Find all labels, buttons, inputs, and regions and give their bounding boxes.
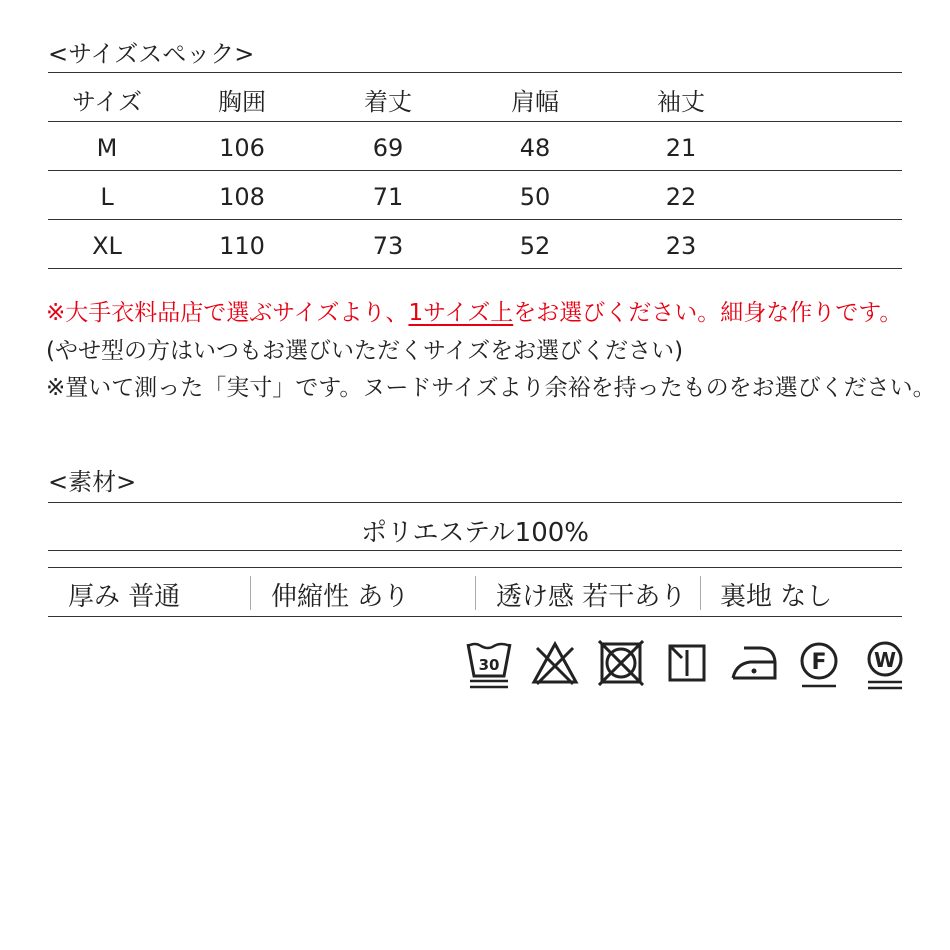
fit-note-text-end: をお選びください。細身な作りです。 (513, 300, 903, 326)
no-bleach-icon (531, 640, 579, 686)
col-header-size: サイズ (71, 88, 143, 116)
table-cell: M (96, 134, 118, 162)
table-cell: XL (92, 232, 122, 260)
col-header-chest: 胸囲 (218, 88, 266, 116)
table-cell: 22 (665, 183, 697, 211)
material-composition: ポリエステル100% (361, 518, 589, 548)
col-header-shoulder: 肩幅 (511, 88, 559, 116)
iron-low-icon (730, 640, 778, 686)
table-cell: L (100, 183, 114, 211)
property-lining: 裏地 なし (720, 582, 833, 612)
wet-clean-w-icon (864, 640, 906, 692)
properties-bottom-rule (48, 616, 902, 617)
table-cell: 71 (372, 183, 404, 211)
col-header-length: 着丈 (364, 88, 412, 116)
dry-clean-label: F (811, 650, 827, 675)
table-rule (48, 170, 902, 171)
table-cell: 52 (519, 232, 551, 260)
table-cell: 21 (665, 134, 697, 162)
material-heading: <素材> (48, 468, 137, 496)
wash-temp-label: 30 (478, 656, 500, 674)
fit-note-text: ※大手衣料品店で選ぶサイズより、 (46, 300, 409, 326)
measure-note: ※置いて測った「実寸」です。ヌードサイズより余裕を持ったものをお選びください。 (46, 375, 936, 401)
col-header-sleeve: 袖丈 (657, 88, 705, 116)
property-divider (475, 576, 476, 610)
table-rule (48, 219, 902, 220)
property-thickness: 厚み 普通 (68, 582, 181, 612)
table-rule (48, 121, 902, 122)
table-cell: 48 (519, 134, 551, 162)
no-tumble-dry-icon (598, 640, 644, 686)
table-cell: 110 (219, 232, 265, 260)
property-divider (250, 576, 251, 610)
size-spec-heading: <サイズスペック> (48, 40, 255, 68)
property-sheerness: 透け感 若干あり (496, 582, 687, 612)
line-dry-shade-icon (667, 640, 707, 686)
slim-note: (やせ型の方はいつもお選びいただくサイズをお選びください) (46, 338, 684, 364)
size-up-emphasis: 1サイズ上 (408, 300, 514, 326)
material-top-rule (48, 502, 902, 503)
table-cell: 108 (219, 183, 265, 211)
material-rule (48, 550, 902, 551)
dry-clean-f-icon (798, 640, 840, 690)
table-cell: 69 (372, 134, 404, 162)
properties-top-rule (48, 567, 902, 568)
wash-30-gentle-icon (466, 640, 512, 690)
property-stretch: 伸縮性 あり (271, 582, 410, 612)
fit-note (46, 294, 902, 327)
table-cell: 106 (219, 134, 265, 162)
table-cell: 50 (519, 183, 551, 211)
table-cell: 73 (372, 232, 404, 260)
property-divider (700, 576, 701, 610)
table-bottom-rule (48, 268, 902, 269)
table-cell: 23 (665, 232, 697, 260)
wet-clean-label: W (873, 648, 897, 672)
table-top-rule (48, 72, 902, 73)
